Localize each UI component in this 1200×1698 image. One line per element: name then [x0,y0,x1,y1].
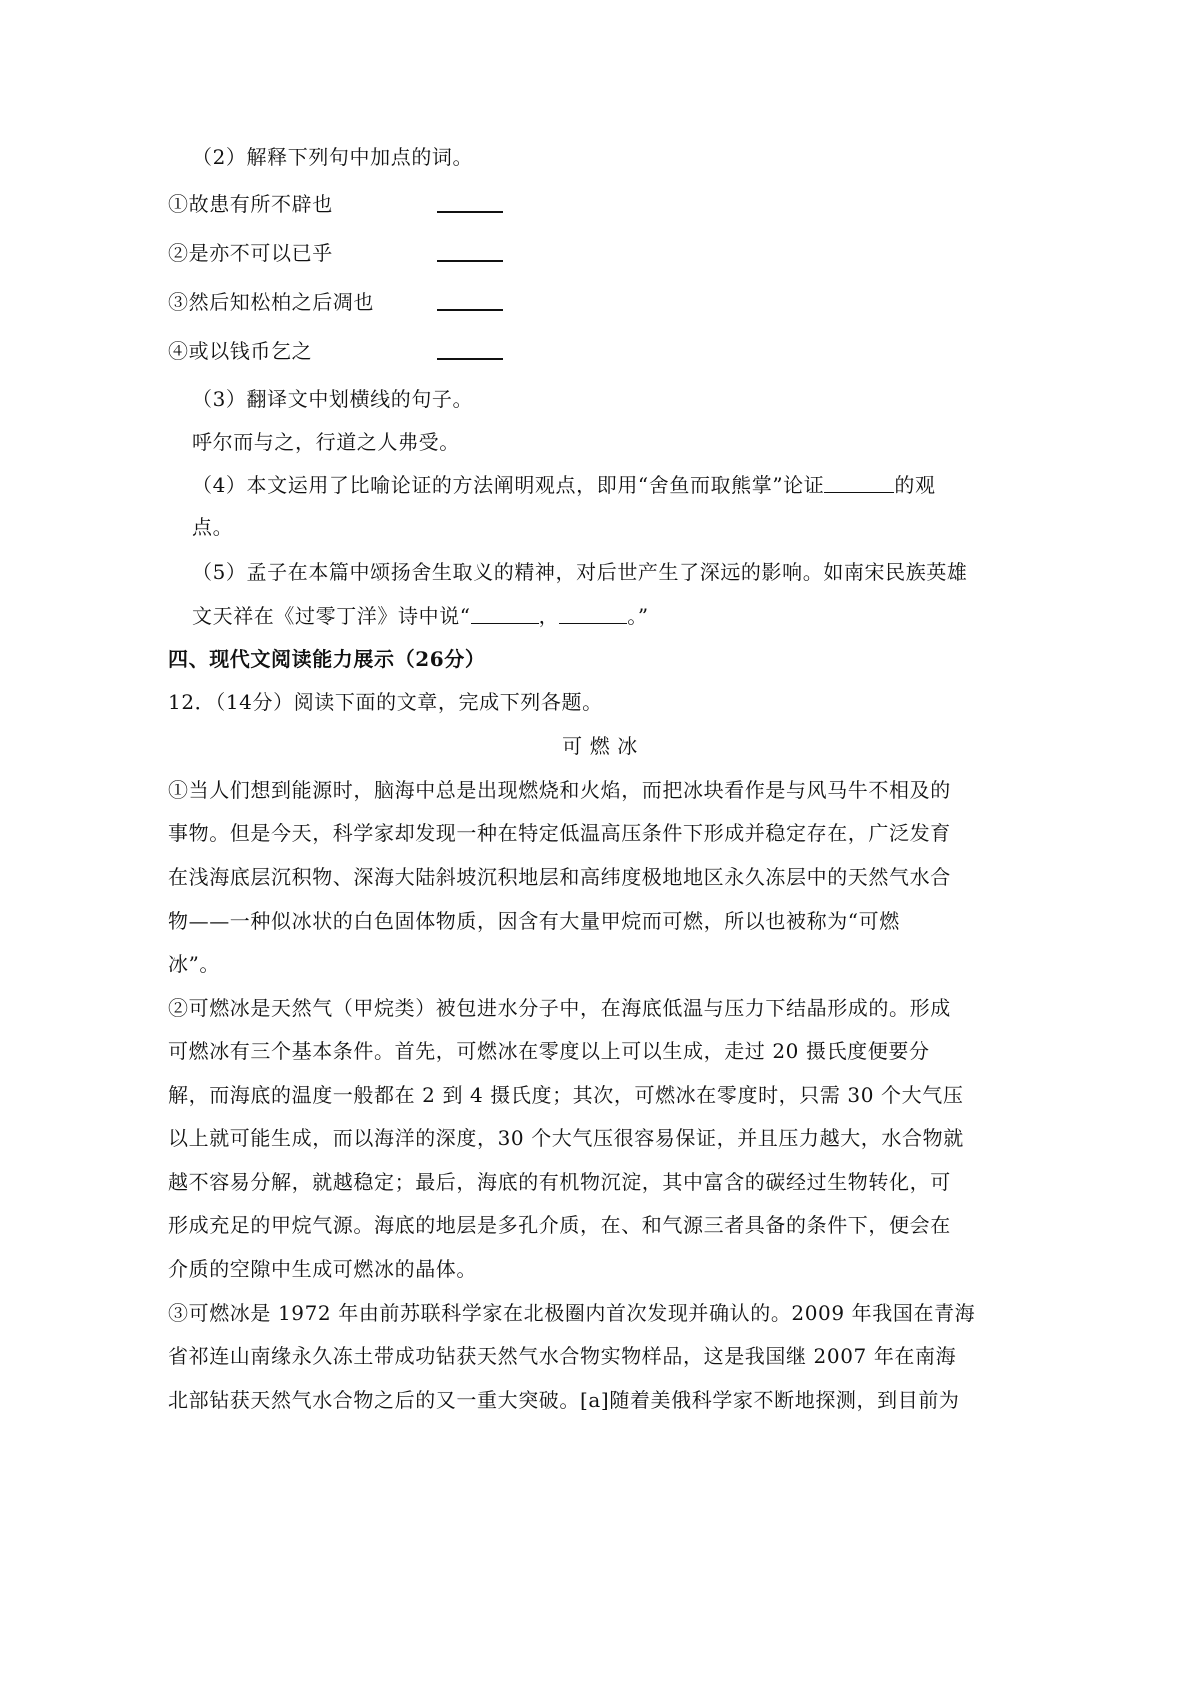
para3-line-3: 北部钻获天然气水合物之后的又一重大突破。[a]随着美俄科学家不断地探测，到目前为 [168,1388,960,1412]
para1-line-1: ①当人们想到能源时，脑海中总是出现燃烧和火焰，而把冰块看作是与风马牛不相及的 [168,778,951,802]
para2-line-5: 越不容易分解，就越稳定；最后，海底的有机物沉淀，其中富含的碳经过生物转化，可 [168,1170,951,1194]
para2-line-1: ②可燃冰是天然气（甲烷类）被包进水分子中，在海底低温与压力下结晶形成的。形成 [168,996,951,1020]
para1-line-3: 在浅海底层沉积物、深海大陆斜坡沉积地层和高纬度极地地区永久冻层中的天然气水合 [168,865,951,889]
q5-line2-comma: ， [538,604,560,628]
para1-line-5: 冰”。 [168,952,221,976]
para1-line-2: 事物。但是今天，科学家却发现一种在特定低温高压条件下形成并稳定存在，广泛发育 [168,821,951,845]
q2-item-1: ①故患有所不辟也 [168,192,333,216]
q2-answer-blank-2[interactable] [437,260,503,262]
para2-line-3: 解，而海底的温度一般都在 2 到 4 摄氏度；其次，可燃冰在零度时，只需 30 个大气压 [168,1083,964,1107]
q5-answer-blank-1[interactable] [471,603,539,624]
q2-item-2: ②是亦不可以已乎 [168,241,333,265]
article-title: 可 燃 冰 [562,734,638,758]
q4-answer-blank[interactable] [824,472,894,493]
q4-text-after: 的观 [894,473,936,497]
para2-line-2: 可燃冰有三个基本条件。首先，可燃冰在零度以上可以生成，走过 20 摄氏度便要分 [168,1039,930,1063]
q2-answer-blank-4[interactable] [437,358,503,360]
para2-line-6: 形成充足的甲烷气源。海底的地层是多孔介质，在、和气源三者具备的条件下，便会在 [168,1213,951,1237]
q2-answer-blank-1[interactable] [437,211,503,213]
q2-answer-blank-3[interactable] [437,309,503,311]
section-4-title: 四、现代文阅读能力展示（26分） [168,647,486,671]
q2-heading: （2）解释下列句中加点的词。 [192,145,474,169]
para2-line-4: 以上就可能生成，而以海洋的深度，30 个大气压很容易保证，并且压力越大，水合物就 [168,1126,964,1150]
para2-line-7: 介质的空隙中生成可燃冰的晶体。 [168,1257,477,1281]
q4-continuation: 点。 [192,515,234,539]
q3-heading: （3）翻译文中划横线的句子。 [192,387,474,411]
para1-line-4: 物——一种似冰状的白色固体物质，因含有大量甲烷而可燃，所以也被称为“可燃 [168,909,900,933]
q5-line-2 [192,601,649,631]
q5-answer-blank-2[interactable] [559,603,627,624]
q5-line2-after: 。” [627,604,649,628]
q5-line2-before: 文天祥在《过零丁洋》诗中说“ [192,604,471,628]
q2-item-4: ④或以钱币乞之 [168,339,313,363]
para3-line-2: 省祁连山南缘永久冻土带成功钻获天然气水合物实物样品，这是我国继 2007 年在南海 [168,1344,957,1368]
para3-line-1: ③可燃冰是 1972 年由前苏联科学家在北极圈内首次发现并确认的。2009 年我国在青海 [168,1301,976,1325]
q12-intro: 12．（14分）阅读下面的文章，完成下列各题。 [168,690,603,714]
q2-item-3: ③然后知松柏之后凋也 [168,290,374,314]
q5-line-1: （5）孟子在本篇中颂扬舍生取义的精神，对后世产生了深远的影响。如南宋民族英雄 [192,560,968,584]
q4-text [192,470,936,500]
q4-text-before: （4）本文运用了比喻论证的方法阐明观点，即用“舍鱼而取熊掌”论证 [192,473,825,497]
q3-sentence: 呼尔而与之，行道之人弗受。 [192,430,460,454]
